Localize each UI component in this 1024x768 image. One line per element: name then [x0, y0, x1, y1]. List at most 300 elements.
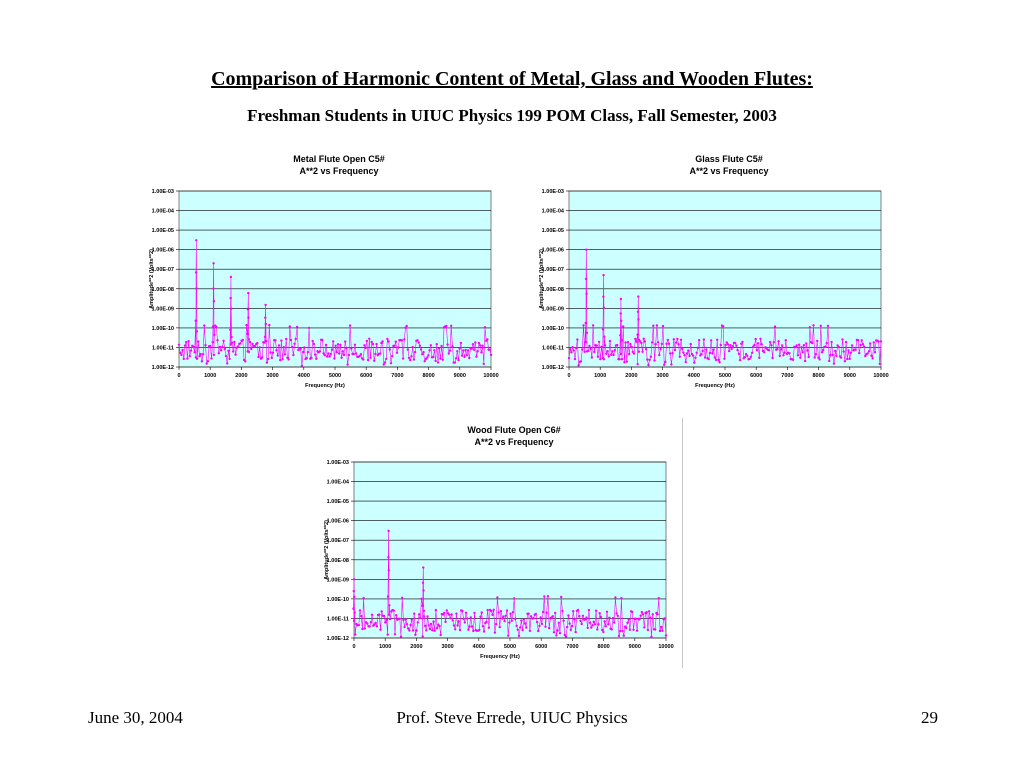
data-point	[303, 346, 305, 348]
data-point	[535, 613, 537, 615]
data-point	[849, 358, 851, 360]
data-point	[620, 312, 622, 314]
data-point	[430, 623, 432, 625]
data-point	[562, 620, 564, 622]
data-point	[612, 617, 614, 619]
data-point	[477, 350, 479, 352]
data-point	[232, 350, 234, 352]
data-point	[573, 349, 575, 351]
data-point	[449, 617, 451, 619]
x-tick-label: 10000	[873, 373, 889, 379]
data-point	[490, 354, 492, 356]
data-point	[715, 359, 717, 361]
data-point	[471, 347, 473, 349]
data-point	[665, 343, 667, 345]
data-point	[781, 344, 783, 346]
data-point	[474, 341, 476, 343]
data-point	[624, 341, 626, 343]
data-point	[845, 341, 847, 343]
data-point	[444, 621, 446, 623]
data-point	[467, 349, 469, 351]
data-point	[780, 348, 782, 350]
data-point	[345, 347, 347, 349]
data-point	[272, 352, 274, 354]
data-point	[809, 326, 811, 328]
data-point	[414, 634, 416, 636]
data-point	[222, 340, 224, 342]
data-point	[412, 629, 414, 631]
data-point	[659, 630, 661, 632]
data-point	[496, 596, 498, 598]
data-point	[233, 341, 235, 343]
chart-subtitle: A**2 vs Frequency	[299, 166, 379, 176]
data-point	[488, 627, 490, 629]
data-point	[804, 360, 806, 362]
data-point	[686, 352, 688, 354]
data-point	[390, 362, 392, 364]
data-point	[187, 340, 189, 342]
data-point	[478, 342, 480, 344]
data-point	[471, 625, 473, 627]
data-point	[321, 339, 323, 341]
data-point	[808, 356, 810, 358]
y-tick-label: 1.00E-11	[151, 345, 174, 352]
data-point	[768, 349, 770, 351]
data-point	[371, 341, 373, 343]
data-point	[537, 630, 539, 632]
data-point	[700, 353, 702, 355]
data-point	[189, 355, 191, 357]
data-point	[237, 345, 239, 347]
data-point	[529, 630, 531, 632]
data-point	[749, 358, 751, 360]
data-point	[558, 622, 560, 624]
data-point	[735, 344, 737, 346]
data-point	[261, 356, 263, 358]
data-point	[399, 618, 401, 620]
data-point	[591, 624, 593, 626]
data-point	[798, 344, 800, 346]
data-point	[653, 359, 655, 361]
data-point	[457, 359, 459, 361]
data-point	[820, 325, 822, 327]
data-point	[833, 362, 835, 364]
data-point	[729, 344, 731, 346]
data-point	[455, 357, 457, 359]
data-point	[728, 350, 730, 352]
data-point	[400, 636, 402, 638]
data-point	[230, 308, 232, 310]
data-point	[572, 610, 574, 612]
data-point	[634, 338, 636, 340]
data-point	[406, 623, 408, 625]
data-point	[734, 342, 736, 344]
y-tick-label: 1.00E-12	[326, 636, 349, 642]
data-point	[285, 338, 287, 340]
data-point	[196, 330, 198, 332]
data-point	[618, 358, 620, 360]
data-point	[365, 347, 367, 349]
data-point	[523, 618, 525, 620]
data-point	[302, 351, 304, 353]
data-point	[838, 346, 840, 348]
data-point	[652, 325, 654, 327]
chart-subtitle: A**2 vs Frequency	[689, 166, 769, 176]
data-point	[419, 345, 421, 347]
data-point	[179, 352, 181, 354]
data-point	[180, 354, 182, 356]
y-tick-label: 1.00E-11	[326, 616, 349, 623]
data-point	[602, 631, 604, 633]
x-tick-label: 5000	[503, 644, 517, 650]
data-point	[435, 609, 437, 611]
data-point	[732, 345, 734, 347]
data-point	[367, 359, 369, 361]
data-point	[264, 304, 266, 306]
data-point	[310, 357, 312, 359]
y-tick-label: 1.00E-09	[151, 306, 174, 313]
data-point	[366, 622, 368, 624]
data-point	[619, 630, 621, 632]
data-point	[636, 630, 638, 632]
data-point	[436, 343, 438, 345]
data-point	[455, 613, 457, 615]
data-point	[446, 343, 448, 345]
data-point	[178, 344, 180, 346]
data-point	[629, 629, 631, 631]
data-point	[788, 352, 790, 354]
data-point	[325, 344, 327, 346]
x-tick-label: 4000	[687, 373, 700, 379]
data-point	[746, 355, 748, 357]
data-point	[313, 343, 315, 345]
data-point	[431, 629, 433, 631]
data-point	[259, 346, 261, 348]
data-point	[212, 287, 214, 289]
data-point	[647, 629, 649, 631]
x-tick-label: 4000	[472, 644, 485, 650]
data-point	[274, 339, 276, 341]
y-tick-label: 1.00E-03	[541, 189, 564, 195]
footer-date: June 30, 2004	[88, 708, 183, 727]
data-point	[239, 342, 241, 344]
data-point	[556, 629, 558, 631]
data-point	[462, 618, 464, 620]
data-point	[774, 325, 776, 327]
data-point	[247, 316, 249, 318]
data-point	[210, 357, 212, 359]
data-point	[705, 348, 707, 350]
data-point	[771, 357, 773, 359]
data-point	[209, 345, 211, 347]
data-point	[587, 350, 589, 352]
data-point	[449, 349, 451, 351]
data-point	[641, 611, 643, 613]
data-point	[250, 348, 252, 350]
data-point	[664, 617, 666, 619]
data-point	[470, 616, 472, 618]
data-point	[855, 349, 857, 351]
data-point	[414, 351, 416, 353]
data-point	[213, 354, 215, 356]
data-point	[625, 627, 627, 629]
data-point	[212, 325, 214, 327]
data-point	[796, 344, 798, 346]
data-point	[517, 629, 519, 631]
data-point	[603, 620, 605, 622]
data-point	[216, 339, 218, 341]
data-point	[608, 617, 610, 619]
data-point	[221, 346, 223, 348]
data-point	[379, 629, 381, 631]
data-point	[811, 342, 813, 344]
data-point	[486, 338, 488, 340]
data-point	[479, 344, 481, 346]
data-point	[461, 610, 463, 612]
data-point	[460, 342, 462, 344]
data-point	[621, 630, 623, 632]
data-point	[219, 346, 221, 348]
y-tick-label: 1.00E-08	[326, 557, 349, 564]
y-tick-label: 1.00E-11	[541, 345, 564, 352]
data-point	[840, 357, 842, 359]
data-point	[443, 612, 445, 614]
data-point	[673, 338, 675, 340]
data-point	[738, 353, 740, 355]
slide-subtitle: Freshman Students in UIUC Physics 199 POM Class, Fall Semester, 2003	[247, 106, 777, 125]
data-point	[353, 596, 355, 598]
data-point	[623, 635, 625, 637]
data-point	[688, 355, 690, 357]
data-point	[292, 354, 294, 356]
y-tick-label: 1.00E-05	[151, 228, 174, 235]
data-point	[759, 338, 761, 340]
data-point	[192, 346, 194, 348]
data-point	[637, 295, 639, 297]
data-point	[247, 292, 249, 294]
data-point	[656, 324, 658, 326]
data-point	[751, 352, 753, 354]
x-tick-label: 1000	[379, 644, 392, 650]
y-tick-label: 1.00E-08	[541, 286, 564, 293]
data-point	[265, 340, 267, 342]
data-point	[524, 622, 526, 624]
data-point	[350, 347, 352, 349]
chart-metal-flute	[141, 147, 507, 395]
data-point	[296, 326, 298, 328]
data-point	[385, 358, 387, 360]
data-point	[319, 350, 321, 352]
data-point	[369, 625, 371, 627]
data-point	[410, 355, 412, 357]
data-point	[756, 349, 758, 351]
data-point	[696, 352, 698, 354]
x-tick-label: 6000	[535, 644, 548, 650]
x-tick-label: 4000	[297, 373, 310, 379]
data-point	[670, 363, 672, 365]
data-point	[314, 353, 316, 355]
data-point	[186, 357, 188, 359]
data-point	[538, 625, 540, 627]
data-point	[654, 628, 656, 630]
data-point	[692, 354, 694, 356]
data-point	[271, 357, 273, 359]
data-point	[586, 332, 588, 334]
data-point	[411, 619, 413, 621]
x-tick-label: 2000	[235, 373, 248, 379]
data-point	[785, 339, 787, 341]
data-point	[475, 356, 477, 358]
data-point	[600, 346, 602, 348]
data-point	[512, 611, 514, 613]
data-point	[434, 630, 436, 632]
data-point	[293, 343, 295, 345]
y-tick-label: 1.00E-09	[541, 306, 564, 313]
data-point	[675, 341, 677, 343]
data-point	[800, 346, 802, 348]
data-point	[652, 613, 654, 615]
data-point	[354, 633, 356, 635]
data-point	[358, 624, 360, 626]
data-point	[459, 629, 461, 631]
y-tick-label: 1.00E-05	[541, 228, 564, 235]
data-point	[608, 355, 610, 357]
data-point	[378, 613, 380, 615]
data-point	[248, 351, 250, 353]
data-point	[422, 582, 424, 584]
data-point	[841, 338, 843, 340]
x-tick-label: 7000	[391, 373, 404, 379]
data-point	[536, 621, 538, 623]
data-point	[677, 343, 679, 345]
data-point	[620, 353, 622, 355]
data-point	[423, 615, 425, 617]
data-point	[409, 624, 411, 626]
data-point	[614, 596, 616, 598]
data-point	[644, 340, 646, 342]
data-point	[591, 356, 593, 358]
data-point	[651, 341, 653, 343]
data-point	[364, 627, 366, 629]
data-point	[456, 624, 458, 626]
data-point	[218, 352, 220, 354]
data-point	[657, 341, 659, 343]
y-tick-label: 1.00E-06	[151, 247, 174, 254]
data-point	[711, 352, 713, 354]
data-point	[204, 344, 206, 346]
data-point	[275, 349, 277, 351]
data-point	[636, 334, 638, 336]
data-point	[649, 617, 651, 619]
data-point	[843, 350, 845, 352]
data-point	[426, 356, 428, 358]
data-point	[407, 348, 409, 350]
data-point	[606, 611, 608, 613]
data-point	[336, 351, 338, 353]
data-point	[602, 274, 604, 276]
data-point	[328, 355, 330, 357]
data-point	[197, 340, 199, 342]
data-point	[880, 340, 882, 342]
data-point	[226, 362, 228, 364]
data-point	[585, 249, 587, 251]
data-point	[307, 351, 309, 353]
data-point	[428, 624, 430, 626]
data-point	[548, 627, 550, 629]
data-point	[595, 610, 597, 612]
data-point	[869, 342, 871, 344]
y-tick-label: 1.00E-10	[541, 325, 564, 332]
data-point	[870, 355, 872, 357]
data-point	[579, 620, 581, 622]
data-point	[598, 341, 600, 343]
data-point	[306, 357, 308, 359]
data-point	[387, 530, 389, 532]
data-point	[366, 340, 368, 342]
data-point	[571, 346, 573, 348]
data-point	[637, 311, 639, 313]
data-point	[422, 589, 424, 591]
data-point	[547, 595, 549, 597]
data-point	[369, 357, 371, 359]
data-point	[682, 351, 684, 353]
data-point	[371, 614, 373, 616]
data-point	[679, 356, 681, 358]
data-point	[393, 345, 395, 347]
data-point	[589, 622, 591, 624]
chart-subtitle: A**2 vs Frequency	[474, 437, 554, 447]
data-point	[440, 345, 442, 347]
data-point	[826, 342, 828, 344]
data-point	[805, 342, 807, 344]
x-tick-label: 2000	[410, 644, 423, 650]
data-point	[423, 610, 425, 612]
data-point	[406, 325, 408, 327]
data-point	[659, 348, 661, 350]
data-point	[445, 325, 447, 327]
data-point	[413, 613, 415, 615]
data-point	[287, 358, 289, 360]
data-point	[590, 348, 592, 350]
data-point	[612, 354, 614, 356]
data-point	[387, 595, 389, 597]
data-point	[755, 338, 757, 340]
data-point	[426, 615, 428, 617]
data-point	[472, 343, 474, 345]
data-point	[593, 621, 595, 623]
data-point	[419, 617, 421, 619]
data-point	[649, 359, 651, 361]
data-point	[877, 340, 879, 342]
data-point	[676, 338, 678, 340]
data-point	[628, 353, 630, 355]
data-point	[408, 357, 410, 359]
data-point	[315, 358, 317, 360]
data-point	[779, 355, 781, 357]
data-point	[599, 358, 601, 360]
data-point	[244, 360, 246, 362]
data-point	[514, 618, 516, 620]
data-point	[606, 350, 608, 352]
data-point	[546, 612, 548, 614]
data-point	[620, 298, 622, 300]
x-tick-label: 7000	[781, 373, 794, 379]
data-point	[248, 338, 250, 340]
data-point	[832, 354, 834, 356]
data-point	[632, 629, 634, 631]
x-tick-label: 9000	[628, 644, 641, 650]
data-point	[835, 355, 837, 357]
